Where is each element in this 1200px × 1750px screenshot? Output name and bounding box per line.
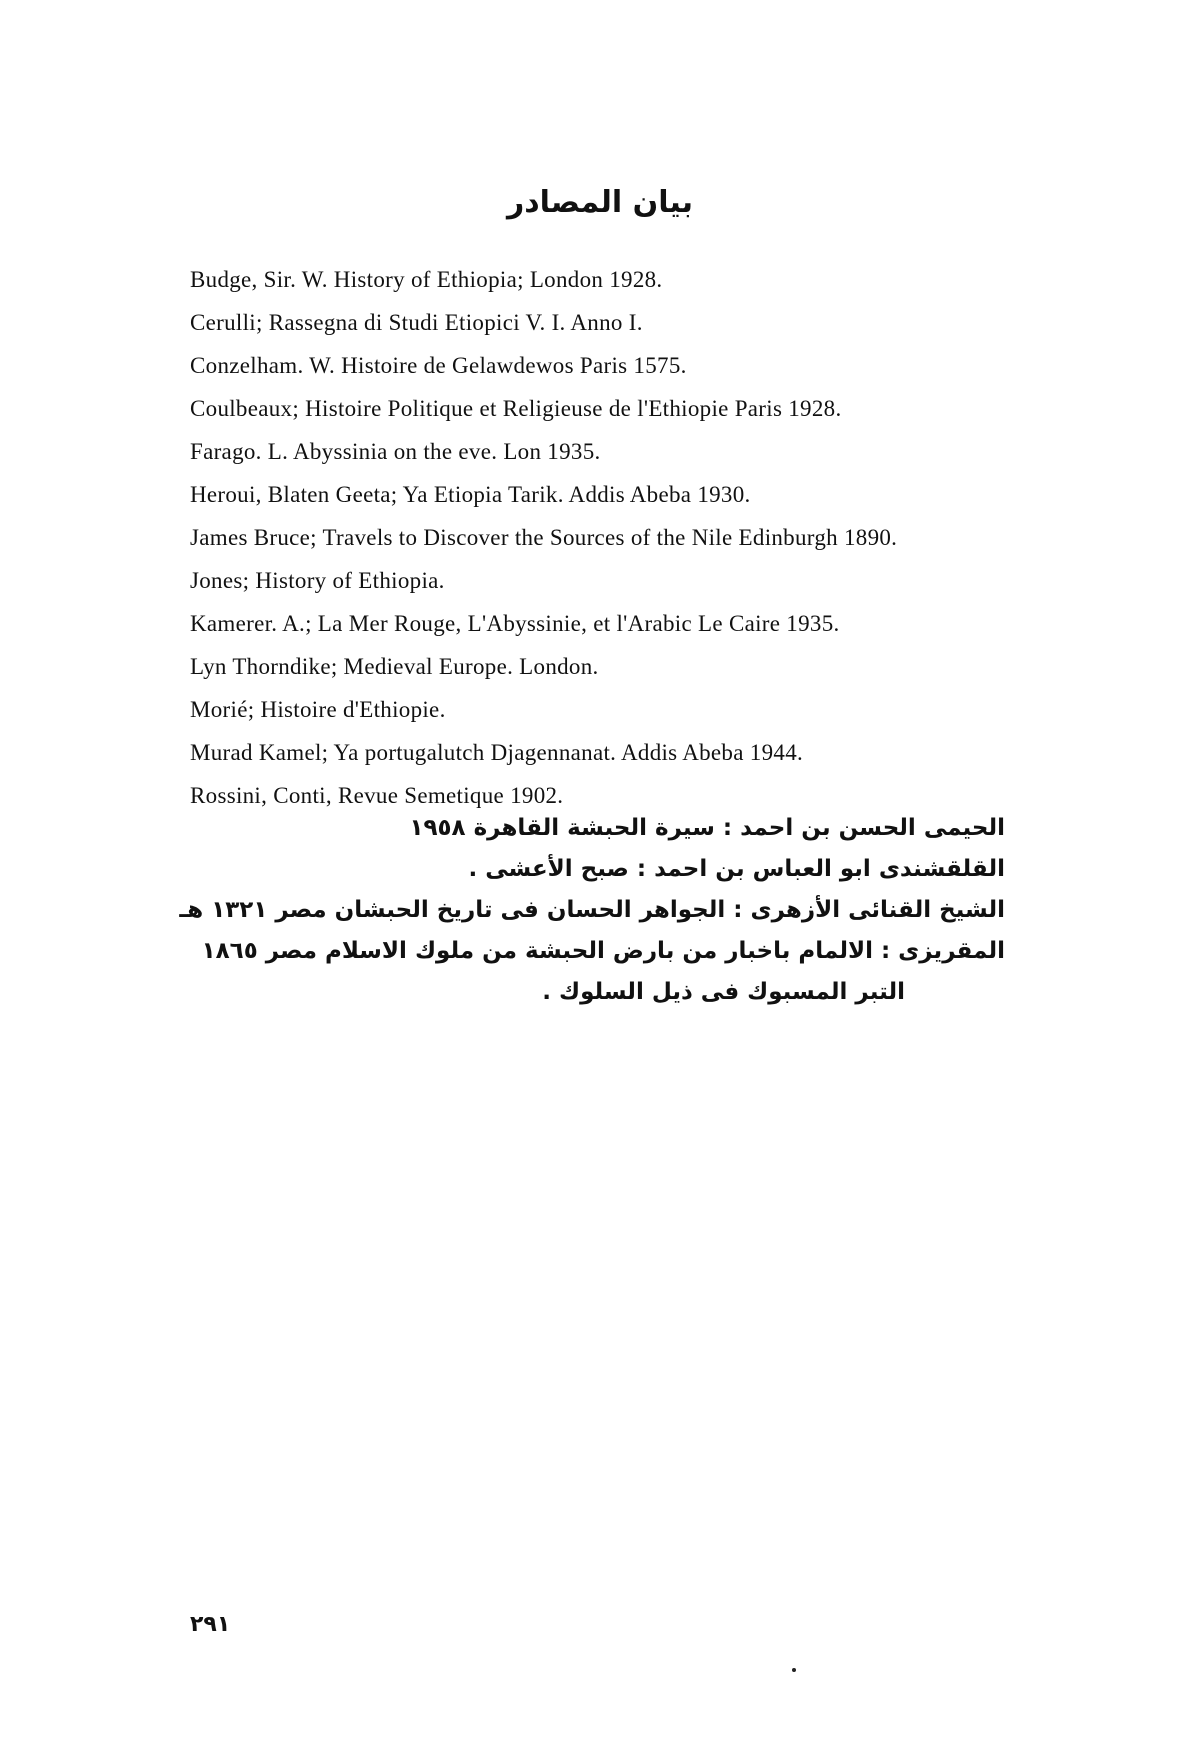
arabic-sources-list xyxy=(179,808,1005,1013)
latin-source-item: Cerulli; Rassegna di Studi Etiopici V. I. Anno I. xyxy=(190,310,643,335)
latin-source-item: Heroui, Blaten Geeta; Ya Etiopia Tarik. Addis Abeba 1930. xyxy=(190,482,751,507)
latin-source-item: Conzelham. W. Histoire de Gelawdewos Paris 1575. xyxy=(190,353,687,378)
latin-source-item: Farago. L. Abyssinia on the eve. Lon 1935. xyxy=(190,439,601,464)
scan-speck xyxy=(792,1668,796,1672)
arabic-source-item-continuation: التبر المسبوك فى ذيل السلوك . xyxy=(542,979,905,1005)
arabic-source-item: القلقشندى ابو العباس بن احمد : صبح الأعشى . xyxy=(468,856,1005,882)
latin-source-item: James Bruce; Travels to Discover the Sources of the Nile Edinburgh 1890. xyxy=(190,525,898,550)
arabic-source-item: الحيمى الحسن بن احمد : سيرة الحبشة القاهرة ١٩٥٨ xyxy=(409,815,1005,841)
page-number: ٢٩١ xyxy=(190,1612,231,1637)
latin-source-item: Lyn Thorndike; Medieval Europe. London. xyxy=(190,654,599,679)
latin-source-item: Kamerer. A.; La Mer Rouge, L'Abyssinie, et l'Arabic Le Caire 1935. xyxy=(190,611,840,636)
latin-sources-list xyxy=(190,258,1110,817)
latin-source-item: Rossini, Conti, Revue Semetique 1902. xyxy=(190,783,564,808)
latin-source-item: Morié; Histoire d'Ethiopie. xyxy=(190,697,446,722)
arabic-source-item: المقريزى : الالمام باخبار من بارض الحبشة من ملوك الاسلام مصر ١٨٦٥ xyxy=(201,938,1005,964)
page-title: بيان المصادر xyxy=(507,185,693,220)
latin-source-item: Coulbeaux; Histoire Politique et Religieuse de l'Ethiopie Paris 1928. xyxy=(190,396,842,421)
arabic-source-item: الشيخ القنائى الأزهرى : الجواهر الحسان فى تاريخ الحبشان مصر ١٣٢١ هـ xyxy=(179,897,1005,923)
latin-source-item: Murad Kamel; Ya portugalutch Djagennanat. Addis Abeba 1944. xyxy=(190,740,804,765)
latin-source-item: Jones; History of Ethiopia. xyxy=(190,568,445,593)
latin-source-item: Budge, Sir. W. History of Ethiopia; London 1928. xyxy=(190,267,663,292)
